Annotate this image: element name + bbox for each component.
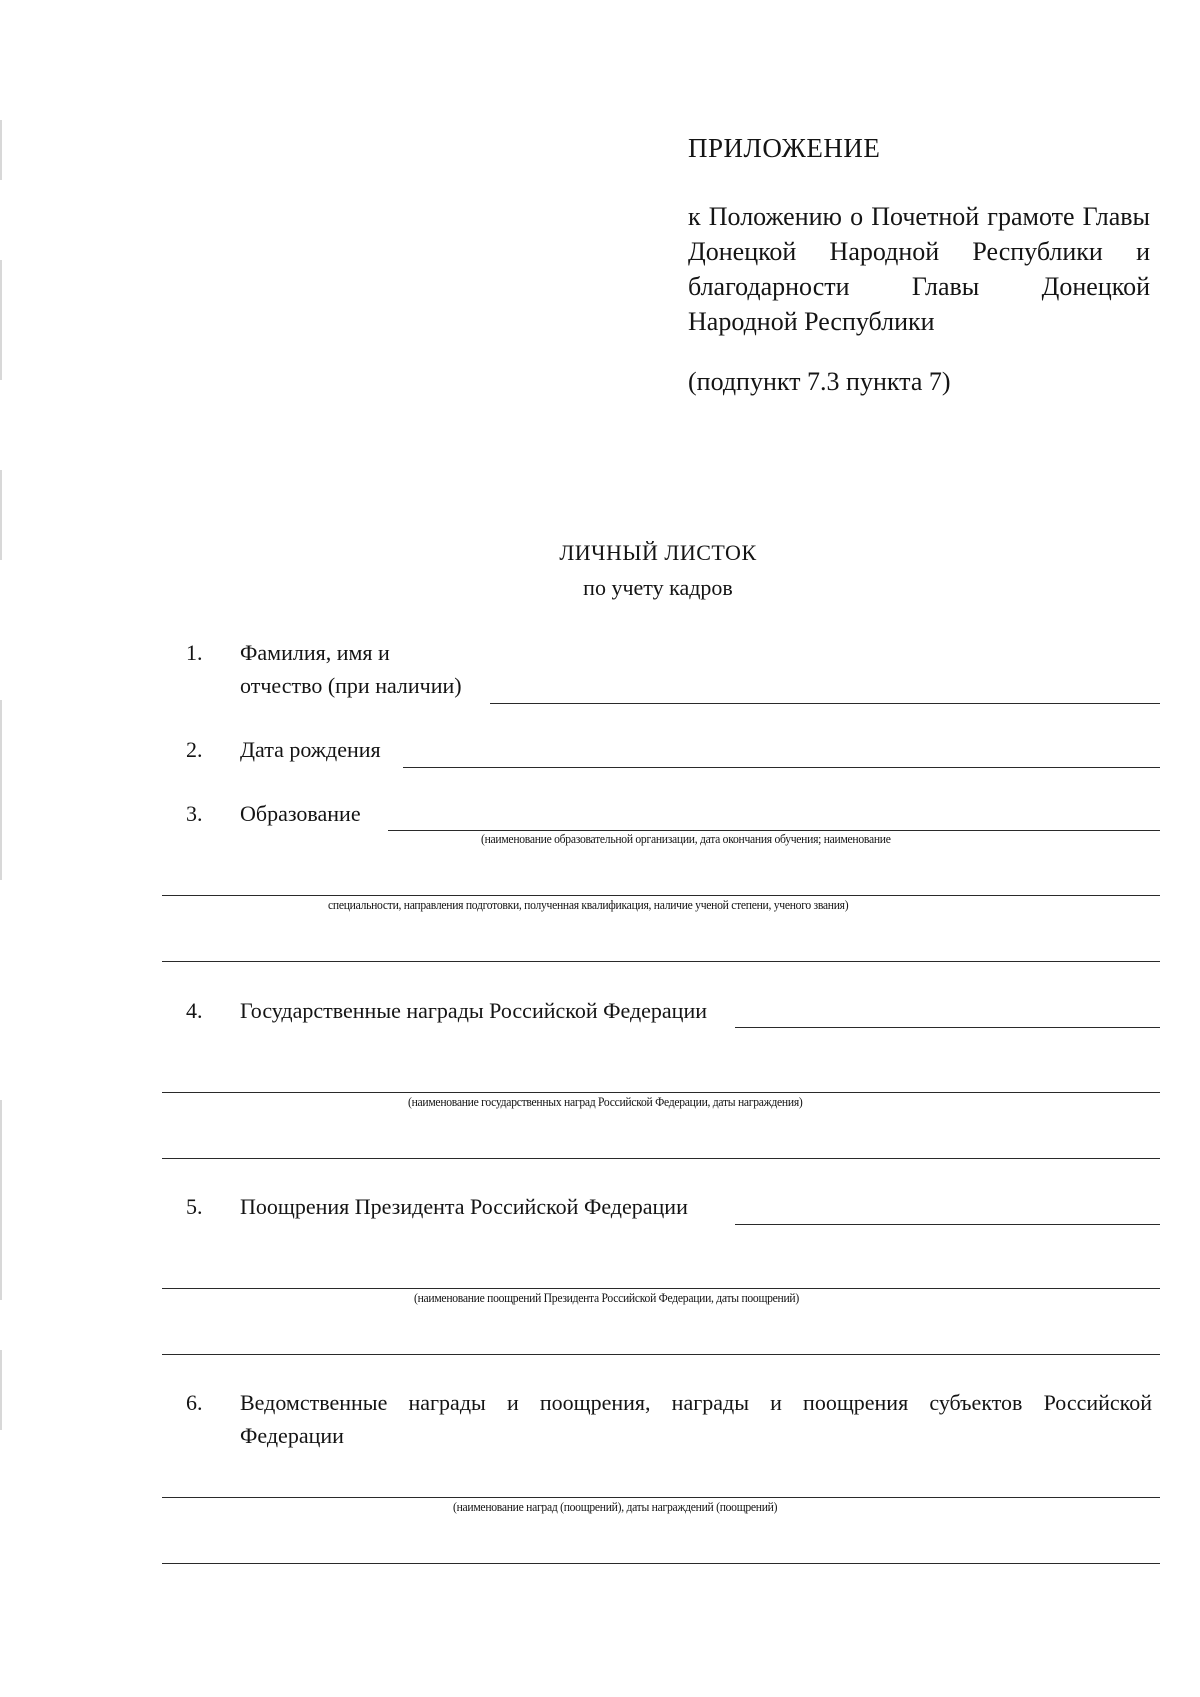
appendix-note: (подпункт 7.3 пункта 7) (688, 367, 951, 396)
field-4-label: Государственные награды Российской Федерации (240, 998, 707, 1023)
field-5-input-line-2[interactable] (162, 1288, 1160, 1289)
scan-edge-mark (0, 1350, 2, 1430)
field-5-label: Поощрения Президента Российской Федерации (240, 1194, 688, 1219)
field-5-number: 5. (186, 1194, 203, 1219)
field-2-input-line[interactable] (403, 767, 1160, 768)
field-4-input-line-1[interactable] (735, 1027, 1160, 1028)
field-4-hint: (наименование государственных наград Российской Федерации, даты награждения) (408, 1095, 803, 1109)
document-subtitle: по учету кадров (583, 575, 733, 600)
field-3-hint-1: (наименование образовательной организации, дата окончания обучения; наименование (481, 832, 891, 846)
field-1-label-line1: Фамилия, имя и (240, 640, 390, 665)
field-3-input-line-2[interactable] (162, 895, 1160, 896)
scan-edge-mark (0, 1100, 2, 1300)
field-5-input-line-3[interactable] (162, 1354, 1160, 1355)
field-5-hint: (наименование поощрений Президента Российской Федерации, даты поощрений) (414, 1291, 799, 1305)
field-6-number: 6. (186, 1390, 203, 1415)
field-6-input-line-1[interactable] (162, 1497, 1160, 1498)
appendix-text: к Положению о Почетной грамоте Главы Донецкой Народной Республики и благодарности Главы Донецкой Народной Республики (688, 202, 1150, 336)
field-4-number: 4. (186, 998, 203, 1023)
field-2-number: 2. (186, 737, 203, 762)
field-2-label: Дата рождения (240, 737, 381, 762)
field-6-label-line1: Ведомственные награды и поощрения, награды и поощрения субъектов Российской (240, 1390, 1152, 1415)
scan-edge-mark (0, 120, 2, 180)
field-6-input-line-2[interactable] (162, 1563, 1160, 1564)
field-3-number: 3. (186, 801, 203, 826)
field-6-label-line2: Федерации (240, 1423, 344, 1448)
field-3-input-line-1[interactable] (388, 830, 1160, 831)
field-1-input-line[interactable] (490, 703, 1160, 704)
field-6-hint: (наименование наград (поощрений), даты награждений (поощрений) (453, 1500, 778, 1514)
field-4-input-line-3[interactable] (162, 1158, 1160, 1159)
field-5-input-line-1[interactable] (735, 1224, 1160, 1225)
field-4-input-line-2[interactable] (162, 1092, 1160, 1093)
scan-edge-mark (0, 700, 2, 880)
field-3-input-line-3[interactable] (162, 961, 1160, 962)
document-title: ЛИЧНЫЙ ЛИСТОК (559, 540, 757, 565)
field-3-hint-2: специальности, направления подготовки, полученная квалификация, наличие ученой степени, ученого звания) (328, 898, 849, 912)
field-1-number: 1. (186, 640, 203, 665)
scan-edge-mark (0, 260, 2, 380)
appendix-title: ПРИЛОЖЕНИЕ (688, 133, 881, 163)
field-3-label: Образование (240, 801, 361, 826)
field-1-label-line2: отчество (при наличии) (240, 673, 462, 698)
